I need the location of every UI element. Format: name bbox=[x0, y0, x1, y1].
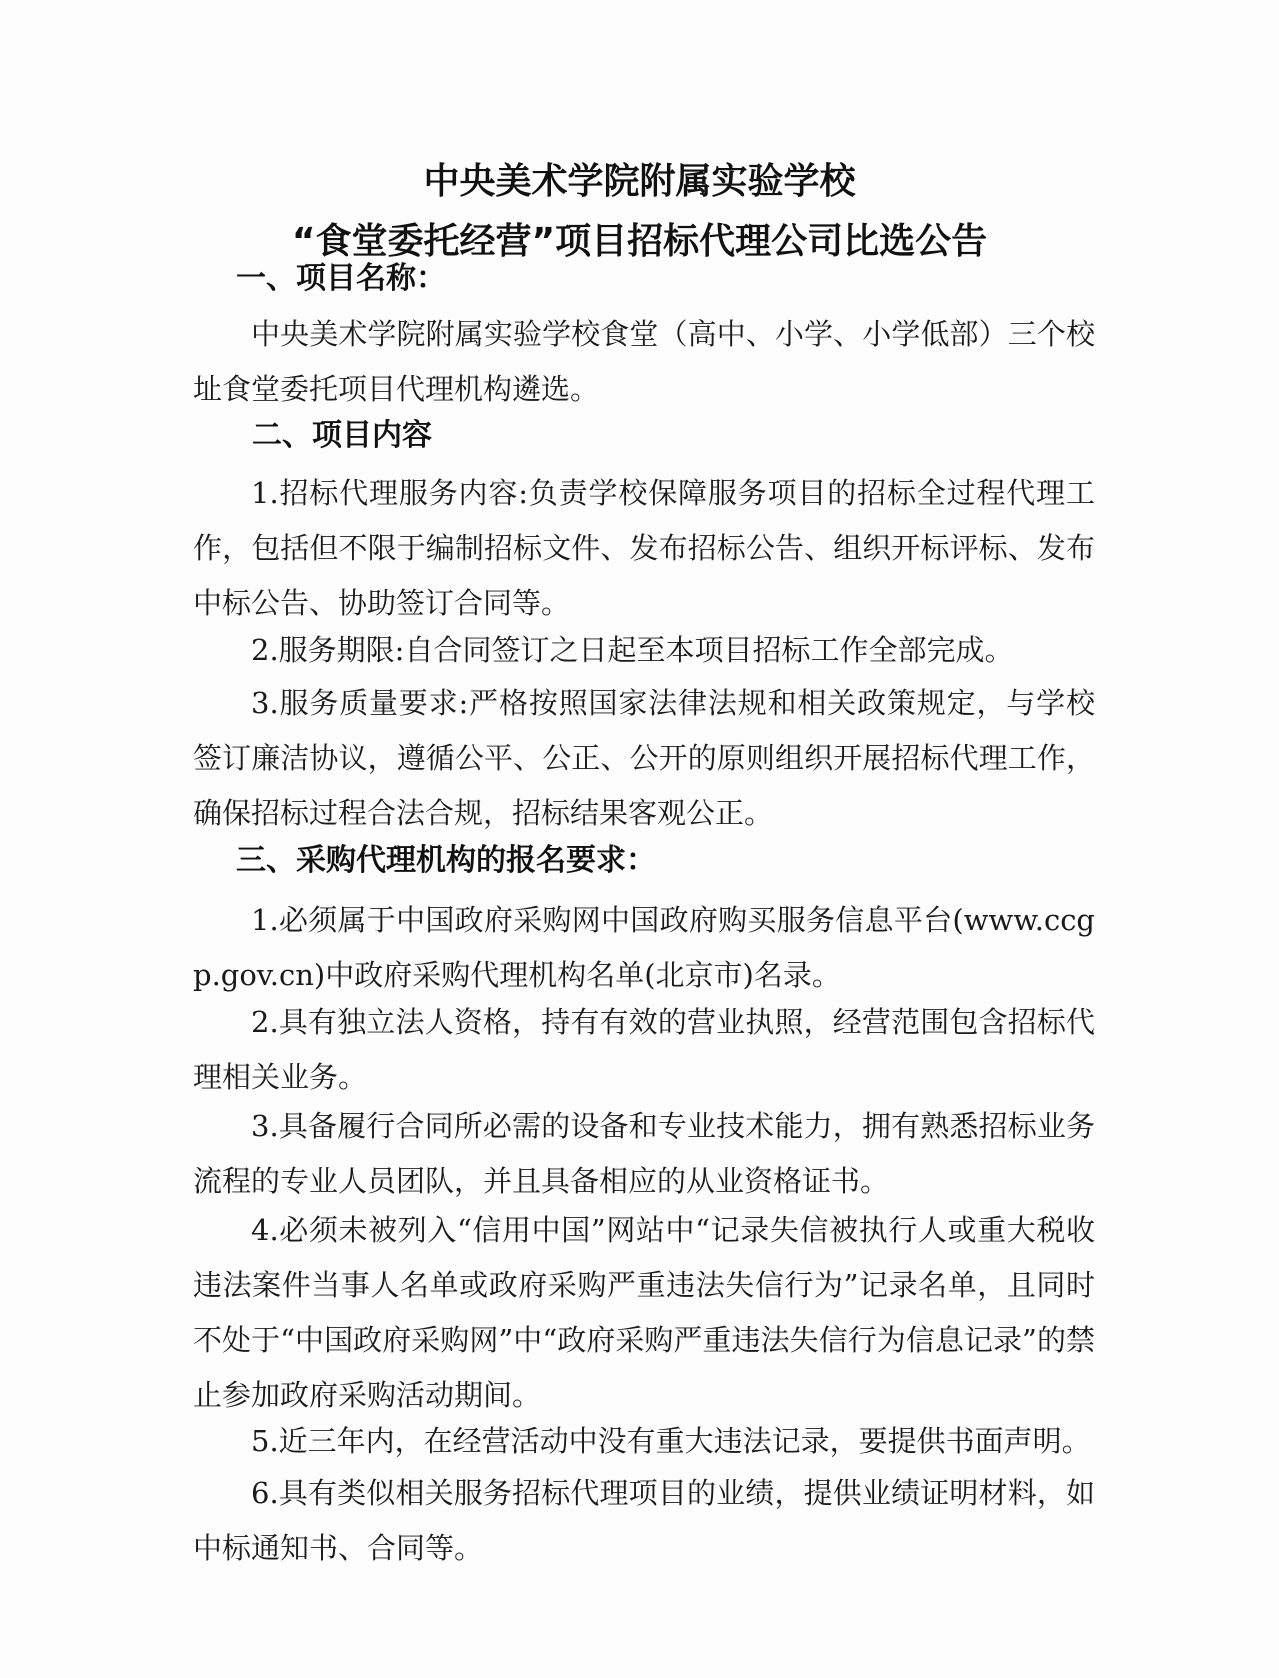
section1-text: 中央美术学院附属实验学校食堂（高中、小学、小学低部）三个校址食堂委托项目代理机构遴选。 bbox=[193, 317, 1095, 406]
section3-item-4: 4.必须未被列入“信用中国”网站中“记录失信被执行人或重大税收违法案件当事人名单或政府采购严重违法失信行为”记录名单，且同时不处于“中国政府采购网”中“政府采购严重违法失信行为信息记录”的禁止参加政府采购活动期间。 bbox=[193, 1213, 1095, 1412]
section3-item-2: 2.具有独立法人资格，持有有效的营业执照，经营范围包含招标代理相关业务。 bbox=[193, 1005, 1095, 1094]
section3-item-5: 5.近三年内，在经营活动中没有重大违法记录，要提供书面声明。 bbox=[251, 1424, 1091, 1458]
section3-item-6: 6.具有类似相关服务招标代理项目的业绩，提供业绩证明材料，如中标通知书、合同等。 bbox=[193, 1476, 1095, 1565]
section2-heading: 二、项目内容 bbox=[252, 418, 432, 453]
section2-item-2: 2.服务期限:自合同签订之日起至本项目招标工作全部完成。 bbox=[251, 633, 1014, 667]
document-title-line2: “食堂委托经营”项目招标代理公司比选公告 bbox=[291, 221, 988, 262]
section1-heading: 一、项目名称： bbox=[236, 261, 446, 296]
section2-item-1: 1.招标代理服务内容:负责学校保障服务项目的招标全过程代理工作，包括但不限于编制招标文件、发布招标公告、组织开标评标、发布中标公告、协助签订合同等。 bbox=[193, 476, 1095, 620]
section3-item-1: 1.必须属于中国政府采购网中国政府购买服务信息平台(www.ccgp.gov.cn)中政府采购代理机构名单(北京市)名录。 bbox=[193, 903, 1095, 992]
section3-item-3: 3.具备履行合同所必需的设备和专业技术能力，拥有熟悉招标业务流程的专业人员团队，并且具备相应的从业资格证书。 bbox=[193, 1109, 1095, 1198]
section2-item-3: 3.服务质量要求:严格按照国家法律法规和相关政策规定，与学校签订廉洁协议，遵循公平、公正、公开的原则组织开展招标代理工作，确保招标过程合法合规，招标结果客观公正。 bbox=[193, 686, 1095, 830]
section3-heading: 三、采购代理机构的报名要求： bbox=[236, 843, 656, 878]
document-title-line1: 中央美术学院附属实验学校 bbox=[423, 161, 856, 202]
